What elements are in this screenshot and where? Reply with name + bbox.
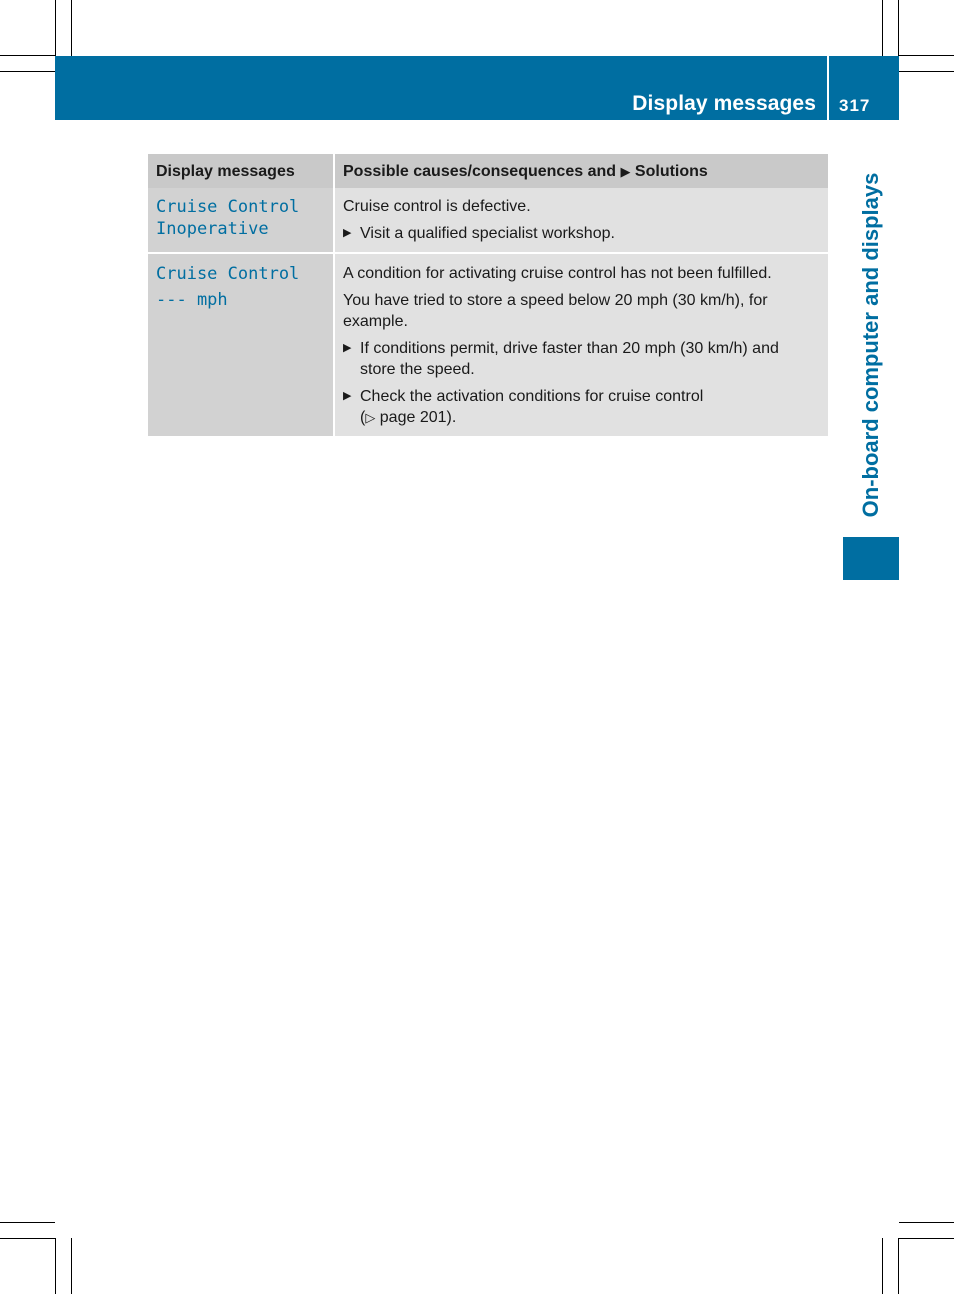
page-reference-text: page 201). <box>379 409 457 426</box>
crop-mark <box>71 0 72 56</box>
solution-step <box>343 223 818 244</box>
cause-text: Cruise control is defective. <box>343 198 531 215</box>
chapter-tab <box>843 537 899 580</box>
table-row <box>148 253 828 436</box>
column-header-text: Solutions <box>634 163 708 180</box>
crop-mark <box>899 71 954 72</box>
crop-mark <box>899 1222 954 1223</box>
solution-step <box>343 338 818 380</box>
display-message-cell <box>148 188 334 253</box>
causes-solutions-cell <box>334 188 828 253</box>
page-reference-icon: ▷ <box>365 410 376 425</box>
display-message-cell <box>148 253 334 436</box>
step-arrow-icon: ▶ <box>343 342 352 354</box>
crop-mark <box>55 1238 56 1294</box>
causes-solutions-cell <box>334 253 828 436</box>
step-arrow-icon: ▶ <box>343 390 352 402</box>
page-ref-paren: ( <box>360 409 366 426</box>
section-title: Display messages <box>632 92 816 115</box>
crop-mark <box>882 0 883 56</box>
header-divider <box>827 56 829 120</box>
solution-text: Visit a qualified specialist workshop. <box>360 225 615 242</box>
crop-mark <box>0 71 55 72</box>
display-message-line: Cruise Control <box>156 197 300 217</box>
crop-mark <box>0 1238 55 1239</box>
solution-text-line: Check the activation conditions for cruise control <box>360 388 704 405</box>
step-arrow-icon: ▶ <box>343 227 352 239</box>
cause-text: A condition for activating cruise control has not been fulfilled. <box>343 265 772 282</box>
solution-text: If conditions permit, drive faster than 20 mph (30 km/h) and store the speed. <box>360 340 779 378</box>
display-message-line: Inoperative <box>156 219 269 239</box>
crop-mark <box>899 55 954 56</box>
crop-mark <box>882 1238 883 1294</box>
column-header-display-messages: Display messages <box>148 154 334 188</box>
chapter-title: On-board computer and displays <box>858 172 883 518</box>
page-number: 317 <box>839 96 871 115</box>
display-message-line: Cruise Control <box>156 264 300 284</box>
page-reference[interactable] <box>360 409 456 426</box>
crop-mark <box>71 1238 72 1294</box>
crop-mark <box>898 1238 899 1294</box>
crop-mark <box>898 0 899 56</box>
crop-mark <box>0 1222 55 1223</box>
solution-step <box>343 386 818 428</box>
page-header <box>55 56 899 120</box>
crop-mark <box>0 55 55 56</box>
table-row <box>148 188 828 253</box>
solution-text <box>360 386 818 428</box>
crop-mark <box>55 0 56 56</box>
display-messages-table <box>148 154 828 436</box>
cause-text: You have tried to store a speed below 20 mph (30 km/h), for example. <box>343 292 768 330</box>
table-header-row <box>148 154 828 188</box>
display-message-line: --- mph <box>156 290 228 310</box>
column-header-text: Possible causes/consequences and <box>343 163 617 180</box>
column-header-causes-solutions <box>334 154 828 188</box>
crop-mark <box>899 1238 954 1239</box>
solution-arrow-icon: ▶ <box>620 164 631 179</box>
